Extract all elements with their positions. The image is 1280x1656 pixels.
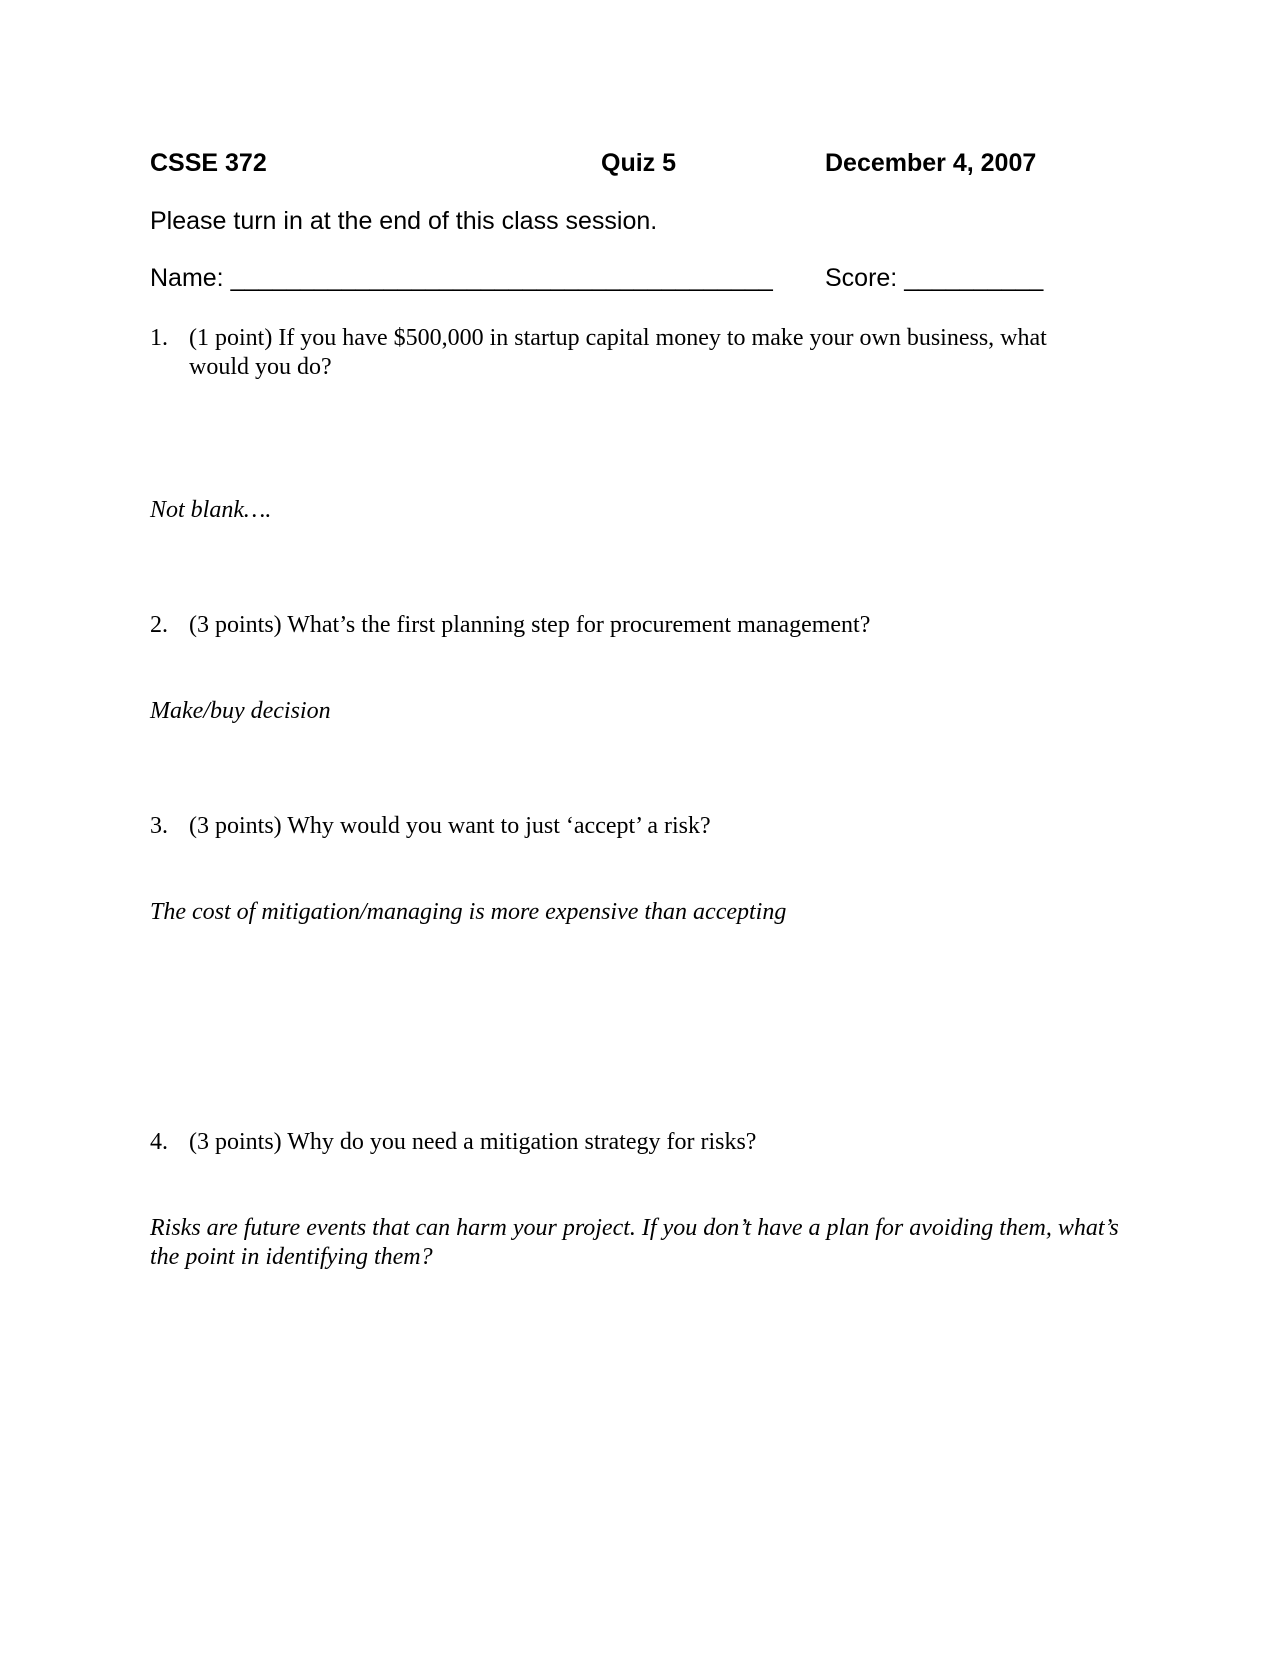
answer-2: Make/buy decision xyxy=(150,698,331,724)
name-field: Name: _______________________________________ xyxy=(150,264,773,292)
question-number: 4. xyxy=(150,1129,168,1155)
question-1 xyxy=(150,324,1110,382)
score-field: Score: __________ xyxy=(825,264,1044,292)
answer-4: Risks are future events that can harm your project. If you don’t have a plan for avoiding them, what’s the point in identifying them? xyxy=(150,1215,1119,1270)
question-number: 2. xyxy=(150,612,168,638)
answer-3: The cost of mitigation/managing is more expensive than accepting xyxy=(150,899,787,925)
question-2 xyxy=(150,611,1110,640)
question-text: (3 points) What’s the first planning step for procurement management? xyxy=(189,612,871,638)
course-code: CSSE 372 xyxy=(150,149,267,177)
question-number: 1. xyxy=(150,325,168,351)
question-3 xyxy=(150,812,1110,841)
question-number: 3. xyxy=(150,813,168,839)
question-4 xyxy=(150,1128,1110,1157)
question-text: (3 points) Why do you need a mitigation strategy for risks? xyxy=(189,1129,757,1155)
instructions: Please turn in at the end of this class session. xyxy=(150,207,658,235)
quiz-title: Quiz 5 xyxy=(601,149,677,177)
question-text: (3 points) Why would you want to just ‘accept’ a risk? xyxy=(189,813,711,839)
question-text: (1 point) If you have $500,000 in startup capital money to make your own business, what would you do? xyxy=(189,325,1047,380)
answer-1: Not blank…. xyxy=(150,497,272,523)
quiz-date: December 4, 2007 xyxy=(825,149,1037,177)
